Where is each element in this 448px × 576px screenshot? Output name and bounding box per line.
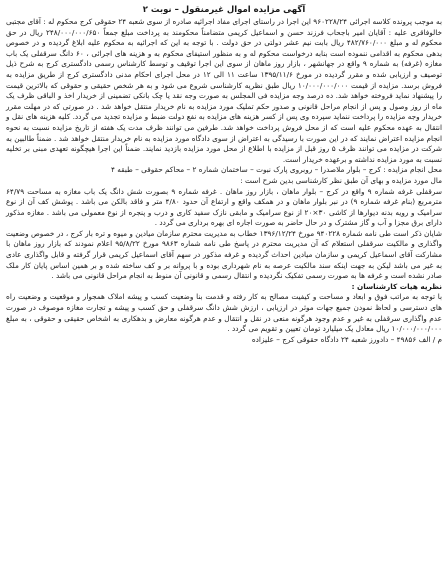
- opinion-text: با توجه به مراتب فوق و ابعاد و مساحت و کیفیت مصالح به کار رفته و قدمت بنا وضعیت کسب و پیشه املاک همجوار و موقعیت و وضعیت راه های دسترسی و لحاظ نمودن جمیع جهات موثر در ارزیابی ، ارزش شش دانگ سرقفلی و حق کسب و پیشه و تجارت مغازه موصوف در صورت عدم واگذاری سرقفلی به غیر و عدم وجود هرگونه منعی در نقل و انتقال و عدم هرگونه معارض و بدهکاری به اشخاص حقیقی و حقوقی ، به مبلغ ۱۰/۰۰۰/۰۰۰/۰۰۰ ریال معادل یک میلیارد تومان تعیین و تقویم می گردد .: [6, 292, 442, 334]
- intro-paragraph: به موجب پرونده کلاسه اجرائی ۹۶۰۲۲۸/۲۴ این اجرا در راستای اجرای مفاد اجرائیه صادره از سوی شعبه ۲۴ حقوقی کرج محکوم له : آقای مجتبی خالوفاقری علیه : آقایان امیر باجحاب فرزند حسن و اسماعیل کریمی متضامناً محکومند به پرداخت مبلغ جمعاً ۲۴۸/۰۰۰/۰۰۰/۶۵۰ ریال در حق محکوم له و مبلغ ۴۸۲/۷۶۰/۰۰۰ ریال بابت نیم عشر دولتی در حق دولت . با توجه به این که اجرائیه به محکوم علیه ابلاغ گردیده و در خصوص بدهی محکوم به اقدامی ننموده است بنابه درخواست محکوم له و به منظور استیفای محکوم به و هزینه های اجرائی ، ۶۰ دانگ سرقفلی یک باب مغازه (غرفه) به شماره ۹ واقع در جهانشهر ، بازار روز ماهان از سوی این اجرا توقیف و توسط کارشناس رسمی دادگستری کرج به شرح ذیل توصیف و ارزیابی شده و مقرر گردیده در مورخ ۱۳۹۵/۱۱/۶ ساعت ۱۱ الی ۱۲ در محل اجرای احکام مدنی دادگستری کرج از طریق مزایده به فروش برسد. مزایده از قیمت ۱۰/۰۰۰/۰۰۰/۰۰۰ ریال طبق نظریه کارشناسی شروع می شود و به هر شخص حقیقی و حقوقی که بالاترین قیمت را پیشنهاد نماید فروخته خواهد شد. ده درصد وجه مزایده فی المجلس به صورت وجه نقد یا چک بانکی تضمینی از خریدار اخذ و الباقی ظرف یک ماه از روز وصول و پس از انجام مراحل قانونی و صدور حکم تملیک مورد مزایده به نام خریدار منتقل خواهد شد . در صورتی که در مهلت مقرر خریدار وجه مزایده را پرداخت ننماید سپرده وی پس از کسر هزینه های مزایده به نفع دولت ضبط و مزایده تجدید می گردد. کلیه هزینه های نقل و انتقال به عهده محکوم علیه است که از محل فروش پرداخت خواهد شد. طرفین می توانند ظرف مدت یک هفته از تاریخ مزایده نسبت به نحوه انجام مزایده اعتراض نمایند که در این صورت با رسیدگی به اعتراض از سوی دادگاه مورد مزایده به نام خریدار منتقل خواهد شد . ضمناً طالبین به شرکت در مزایده می توانند ظرف ۵ روز قبل از مزایده با اطلاع از محل مورد مزایده بازدید نمایند. ضمناً این اجرا هیچگونه تعهدی مبنی بر تخلیه نسبت به مورد مزایده نداشته و برعهده خریدار است.: [6, 17, 443, 164]
- signature-line: م / الف ۴۹۸۵۶ – دادورز شعبه ۲۴ دادگاه حقوقی کرج – علیزاده: [251, 334, 442, 344]
- notice-title: آگهی مزایده اموال غیرمنقول – نوبت ۲: [142, 5, 306, 15]
- property-description: سرقفلی غرفه شماره ۹ واقع در کرج – بلوار ماهان ، بازار روز ماهان . غرفه شماره ۹ بصورت شش دانگ یک باب مغازه به مساحت ۶۴/۷۹ مترمربع (بنام غرفه شماره ۹) در نبر بلوار ماهان و در همکف واقع و ارتفاع آن حدود ۴/۸۰ متر و فاقد بالکن می باشد . پوشش کف آن از نوع سرامیک و رویه بدنه دیوارها از کاشی ۳۰×۲۰ از نوع سرامیک و مابقی نازک سفید کاری و درب و پنجره از نوع معمولی می باشد . مغازه مذکور دارای برق مجزا و آب و گاز مشترک و در حال حاضر به صورت اجاره ای بهره برداری می گردد .: [6, 186, 443, 228]
- letter-paragraph: شایان ذکر است طی نامه شماره ۹۴۰۲۲۸ مورخ ۱۳۹۶/۱۲/۲۴ خطاب به مدیریت محترم سازمان میادین و میوه و تره بار کرج ، در خصوص وضعیت واگذاری و مالکیت سرقفلی استعلام که آن مدیریت محترم در پاسخ طی نامه شماره ۹۸۶۳ مورخ ۹۵/۸/۲۲ اعلام نمودند که بازار روز ماهان با مشارکت آقای اسماعیل کریمی و سازمان میادین احداث گردیده و غرفه مذکور در سهم آقای اسماعیل کریمی قرار گرفته و قابل واگذاری عادی به غیر می باشد لیکن به جهت اینکه سند مالکیت عرصه به نام شهرداری بوده و با پروانه بر و کف ساخته شده و بر همین اساس پایان کار ملک صادر نشده است و غرفه ها به صورت رسمی تفکیک نگردیده و انتقال رسمی و قانونی آن منوط به انجام مراحل قانونی می باشد .: [6, 228, 443, 281]
- auction-location: محل انجام مزایده : کرج – بلوار ملاصدرا – روبروی پارک نبوت – ساختمان شماره ۲ – محاکم حقوقی – طبقه ۴: [111, 165, 442, 175]
- property-heading: مال مورد مزایده و بهای آن طبق نظر کارشناسی بدین شرح است :: [240, 175, 442, 185]
- opinion-heading: نظریه هیات کارشناسان :: [351, 281, 442, 291]
